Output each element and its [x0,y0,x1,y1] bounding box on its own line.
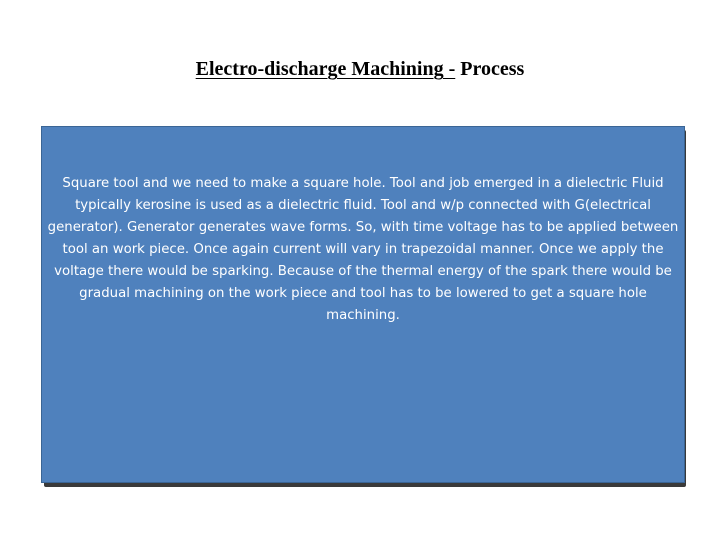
content-box [41,126,685,483]
slide-title-main: Electro-discharge Machining - [195,58,456,80]
slide-title-suffix: Process [455,58,525,80]
content-text: Square tool and we need to make a square hole. Tool and job emerged in a dielectric Fluid typically kerosine is used as a dielectric fluid. Tool and w/p connected with G(electrical generator). Generator generates wave forms. So, with time voltage has to be applied between tool an work piece. Once again current will vary in trapezoidal manner. Once we apply the voltage there would be sparking. Because of the thermal energy of the spark there would be gradual machining on the work piece and tool has to be lowered to get a square hole machining. [47,175,679,323]
slide-title [0,55,720,83]
